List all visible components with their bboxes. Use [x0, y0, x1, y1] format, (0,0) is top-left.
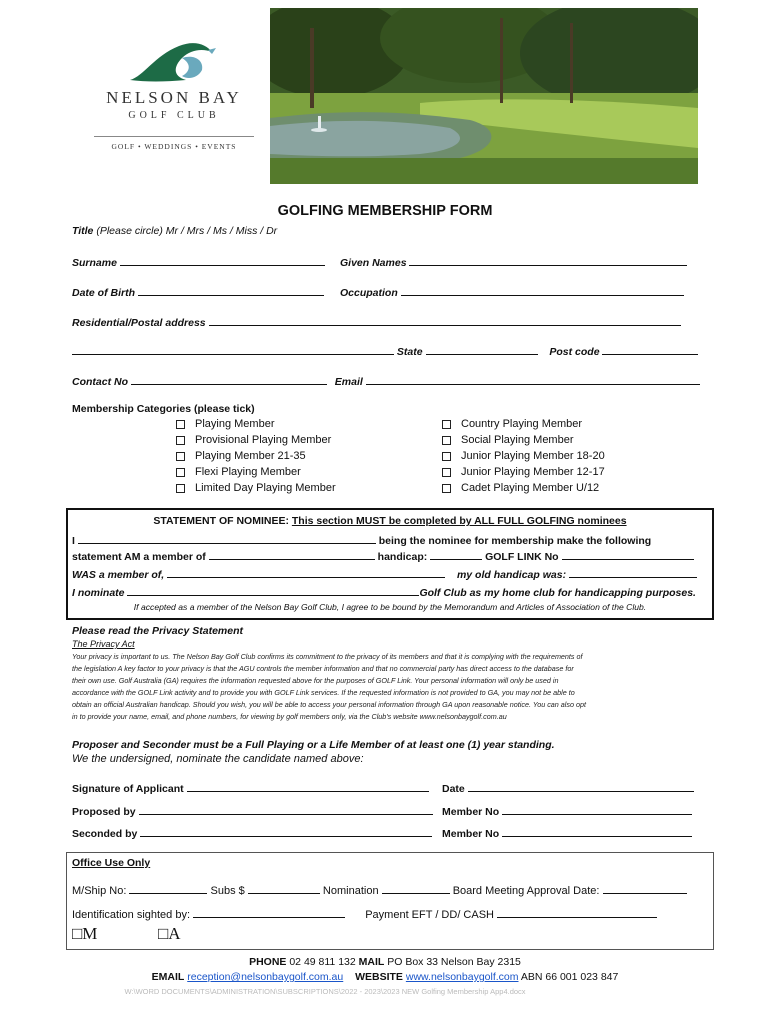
checkbox[interactable] — [442, 484, 451, 493]
privacy-line: obtain an official Australian handicap. Should you wish, you will be able to access your personal information through GA upon reasonable notice. You can also opt — [72, 700, 586, 709]
categories-right — [442, 416, 605, 496]
id-sighted-field[interactable] — [193, 907, 345, 918]
nominee-name-field[interactable] — [78, 533, 376, 544]
file-path: W:\WORD DOCUMENTS\ADMINISTRATION\SUBSCRIPTIONS\2022 - 2023\2023 NEW Golfing Membership App4.docx — [124, 987, 526, 996]
surname-label: Surname — [72, 257, 117, 269]
current-club-field[interactable] — [209, 549, 375, 560]
checkbox[interactable] — [176, 484, 185, 493]
privacy-line: in to provide your name, email, and phone numbers, for viewing by golf members only, via the Club's website www.nelsonbaygolf.com.au — [72, 712, 507, 721]
category-option[interactable] — [176, 416, 336, 432]
privacy-line: accordance with the GOLF Link activity and to provide you with GOLF Link services. If the requested information is not provided to GA, you may not be able to — [72, 688, 575, 697]
seconded-row — [72, 826, 432, 840]
state-label: State — [396, 346, 423, 358]
privacy-line: Your privacy is important to us. The Nelson Bay Golf Club confirms its commitment to the privacy of its members and that it is complying with the requirements of — [72, 652, 583, 661]
occupation-row — [340, 285, 684, 299]
category-option[interactable] — [176, 480, 336, 496]
footer-contact-line — [0, 956, 770, 968]
date-label: Date — [442, 783, 465, 795]
club-name: NELSON BAY — [106, 88, 242, 107]
signature-label: Signature of Applicant — [72, 783, 184, 795]
given-names-row — [340, 255, 687, 269]
category-option[interactable] — [176, 448, 336, 464]
golf-course-photo — [270, 8, 698, 184]
nominee-line-3 — [72, 567, 697, 581]
nominee-statement-label: being the nominee for membership make the following — [378, 535, 652, 547]
proposed-row — [72, 804, 433, 818]
category-option[interactable] — [442, 448, 605, 464]
member-no-field[interactable] — [502, 804, 692, 815]
checkbox[interactable] — [176, 452, 185, 461]
signature-row — [72, 781, 429, 795]
club-tagline: GOLF • WEDDINGS • EVENTS — [111, 142, 237, 151]
club-subname: GOLF CLUB — [128, 110, 220, 121]
payment-label: Payment EFT / DD/ CASH — [365, 909, 494, 921]
title-line — [72, 225, 277, 237]
form-title: GOLFING MEMBERSHIP FORM — [277, 203, 493, 219]
website-link[interactable]: www.nelsonbaygolf.com — [405, 971, 519, 983]
kangaroo-logo-icon — [124, 36, 220, 88]
privacy-heading: Please read the Privacy Statement — [72, 625, 244, 637]
title-options[interactable]: Mr / Mrs / Ms / Miss / Dr — [165, 225, 278, 237]
old-handicap-label: my old handicap was: — [456, 569, 567, 581]
proposed-field[interactable] — [139, 804, 433, 815]
privacy-act: The Privacy Act — [72, 639, 135, 649]
category-label: Playing Member — [195, 418, 275, 430]
golf-link-field[interactable] — [562, 549, 694, 560]
board-approval-label: Board Meeting Approval Date: — [452, 885, 600, 897]
category-option[interactable] — [442, 464, 605, 480]
nominee-heading-pre: STATEMENT OF NOMINEE: — [153, 515, 289, 527]
old-handicap-field[interactable] — [569, 567, 697, 578]
categories-left — [176, 416, 336, 496]
dob-label: Date of Birth — [72, 287, 135, 299]
proposed-label: Proposed by — [72, 806, 136, 818]
dob-field[interactable] — [138, 285, 324, 296]
nominee-heading — [66, 515, 714, 527]
proposer-subheading: We the undersigned, nominate the candidate named above: — [72, 753, 364, 765]
payment-field[interactable] — [497, 907, 657, 918]
nominee-heading-rule: This section MUST be completed by ALL FULL GOLFING nominees — [291, 515, 627, 527]
address-line2-field[interactable] — [72, 344, 394, 355]
member-no-label: Member No — [442, 806, 500, 818]
website-label: WEBSITE — [355, 971, 403, 983]
date-row — [442, 781, 694, 795]
surname-row — [72, 255, 325, 269]
nominate-label: I nominate — [72, 587, 125, 599]
email-link[interactable]: reception@nelsonbaygolf.com.au — [187, 971, 344, 983]
phone-value: 02 49 811 132 — [289, 956, 356, 968]
category-label: Junior Playing Member 18-20 — [461, 450, 605, 462]
surname-field[interactable] — [120, 255, 325, 266]
mship-field[interactable] — [129, 883, 207, 894]
category-option[interactable] — [442, 432, 605, 448]
member-no-row-1 — [442, 804, 692, 818]
category-option[interactable] — [442, 480, 605, 496]
office-row-1 — [72, 883, 687, 897]
checkbox[interactable] — [442, 436, 451, 445]
acceptance-statement: If accepted as a member of the Nelson Bay Golf Club, I agree to be bound by the Memorandum and Articles of Association of the Club. — [133, 602, 647, 612]
signature-field[interactable] — [187, 781, 429, 792]
state-field[interactable] — [426, 344, 538, 355]
handicap-field[interactable] — [430, 549, 482, 560]
address-label: Residential/Postal address — [72, 317, 206, 329]
abn-value: ABN 66 001 023 847 — [520, 971, 619, 983]
mship-label: M/Ship No: — [72, 885, 127, 897]
email-footer-label: EMAIL — [151, 971, 185, 983]
category-option[interactable] — [176, 432, 336, 448]
nomination-label: Nomination — [322, 885, 379, 897]
postcode-label: Post code — [549, 346, 600, 358]
office-row-2 — [72, 907, 657, 921]
member-no-row-2 — [442, 826, 692, 840]
category-label: Limited Day Playing Member — [195, 482, 336, 494]
contact-field[interactable] — [131, 374, 327, 385]
category-label: Cadet Playing Member U/12 — [461, 482, 600, 494]
logo-divider — [94, 136, 254, 137]
box-a-checkbox[interactable]: □A — [158, 924, 181, 943]
occupation-field[interactable] — [401, 285, 684, 296]
category-label: Junior Playing Member 12-17 — [461, 466, 605, 478]
office-use-heading: Office Use Only — [72, 857, 151, 869]
seconded-label: Seconded by — [72, 828, 138, 840]
board-approval-field[interactable] — [603, 883, 687, 894]
was-member-label: WAS a member of, — [72, 569, 165, 581]
member-no-label: Member No — [442, 828, 500, 840]
contact-label: Contact No — [72, 376, 128, 388]
handicap-label: handicap: — [377, 551, 428, 563]
club-logo — [84, 28, 264, 158]
mail-value: PO Box 33 Nelson Bay 2315 — [387, 956, 521, 968]
title-label: Title — [72, 225, 94, 237]
checkbox[interactable] — [442, 468, 451, 477]
phone-label: PHONE — [249, 956, 287, 968]
home-club-field[interactable] — [127, 585, 419, 596]
nominee-line-2 — [72, 549, 694, 563]
postcode-field[interactable] — [602, 344, 698, 355]
nominee-line-4 — [72, 585, 696, 599]
box-m-checkbox[interactable]: □M — [72, 924, 98, 943]
checkbox[interactable] — [176, 436, 185, 445]
nominee-i-label: I — [72, 535, 75, 547]
checkbox[interactable] — [442, 452, 451, 461]
category-option[interactable] — [442, 416, 605, 432]
subs-field[interactable] — [248, 883, 320, 894]
category-label: Country Playing Member — [461, 418, 583, 430]
golf-link-label: GOLF LINK No — [485, 551, 559, 563]
date-field[interactable] — [468, 781, 694, 792]
categories-heading: Membership Categories (please tick) — [72, 403, 255, 415]
member-no-field[interactable] — [502, 826, 692, 837]
category-label: Provisional Playing Member — [195, 434, 332, 446]
proposer-heading: Proposer and Seconder must be a Full Playing or a Life Member of at least one (1) year standing. — [72, 739, 555, 751]
seconded-field[interactable] — [140, 826, 432, 837]
nomination-field[interactable] — [382, 883, 450, 894]
privacy-line: the legislation A key factor to your privacy is that the AGU controls the member information and that no commercial party has direct access to the database for — [72, 664, 574, 673]
email-label: Email — [334, 376, 363, 388]
subs-label: Subs $ — [210, 885, 245, 897]
nominee-line-1 — [72, 533, 651, 547]
privacy-body — [72, 651, 712, 723]
footer-web-line — [0, 971, 770, 983]
category-label: Social Playing Member — [461, 434, 574, 446]
address-row — [72, 315, 681, 329]
occupation-label: Occupation — [340, 287, 398, 299]
mail-label: MAIL — [358, 956, 385, 968]
given-names-label: Given Names — [340, 257, 407, 269]
title-hint: (Please circle) — [96, 225, 163, 237]
address-field[interactable] — [209, 315, 681, 326]
email-field[interactable] — [366, 374, 700, 385]
checkbox[interactable] — [442, 420, 451, 429]
address-line2-row — [72, 344, 698, 358]
given-names-field[interactable] — [409, 255, 687, 266]
category-label: Playing Member 21-35 — [195, 450, 306, 462]
privacy-line: their own use. Golf Australia (GA) requires the information requested above for the purposes of GOLF Link. Your personal information will only be used in — [72, 676, 559, 685]
previous-club-field[interactable] — [167, 567, 445, 578]
am-member-label: statement AM a member of — [72, 551, 206, 563]
checkbox[interactable] — [176, 468, 185, 477]
home-club-label: Golf Club as my home club for handicapping purposes. — [419, 587, 696, 599]
contact-row — [72, 374, 700, 388]
category-label: Flexi Playing Member — [195, 466, 301, 478]
checkbox[interactable] — [176, 420, 185, 429]
category-option[interactable] — [176, 464, 336, 480]
dob-row — [72, 285, 324, 299]
id-sighted-label: Identification sighted by: — [72, 909, 191, 921]
